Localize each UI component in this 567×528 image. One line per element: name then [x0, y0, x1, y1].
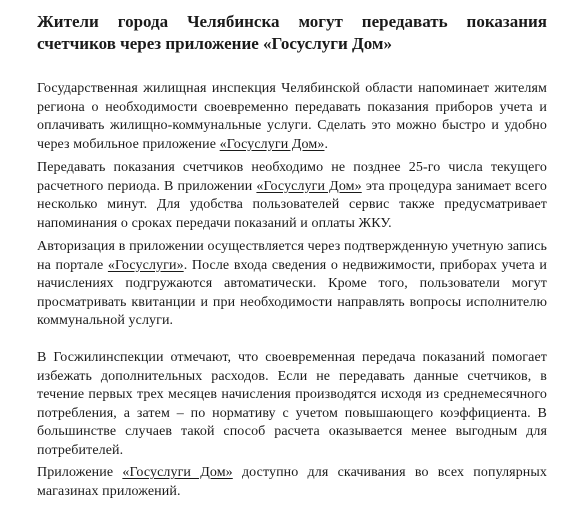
paragraph-text: В Госжилинспекции отмечают, что своевременная передача показаний помогает избежать дополнительных расходов. Если не передавать данные счетчиков, в течение первых трех месяцев начисления производятся исходя из среднемесячного потребления, а затем – по нормативу с учетом повышающего коэффициента. В большинстве случаев такой способ расчета оказывается менее выгодным для потребителей. — [37, 350, 547, 458]
gosuslugi-dom-link[interactable]: «Госуслуги Дом» — [122, 465, 233, 480]
paragraph-3 — [37, 238, 547, 331]
paragraph-text: . — [324, 136, 329, 152]
gosuslugi-dom-link[interactable]: «Госуслуги Дом» — [219, 136, 325, 152]
paragraph-4 — [37, 349, 547, 461]
gosuslugi-dom-link[interactable]: «Госуслуги Дом» — [256, 178, 362, 194]
paragraph-2 — [37, 159, 547, 233]
paragraph-1 — [37, 80, 547, 154]
paragraph-5 — [37, 464, 547, 501]
gosuslugi-portal-link[interactable]: «Госуслуги» — [107, 257, 184, 273]
paragraph-text: доступно для скачивания во всех популярных магазинах приложений. — [37, 465, 547, 499]
paragraph-text: Приложение — [37, 465, 123, 480]
paragraph-text: эта процедура занимает всего несколько минут. Для удобства пользователей сервис также предусматривает напоминания о сроках передачи показаний и оплаты ЖКУ. — [37, 178, 547, 231]
paragraph-text: Передавать показания счетчиков необходимо не позднее 25-го числа текущего расчетного периода. В приложении — [37, 160, 547, 194]
document-title: Жители города Челябинска могут передавать показания счетчиков через приложение «Госуслуги Дом» — [37, 12, 547, 53]
paragraph-text: . После входа сведения о недвижимости, приборах учета и начислениях подгружаются автоматически. Кроме того, пользователи могут просматривать квитанции и при необходимости направлять вопросы исполнителю коммунальной услуги. — [37, 257, 547, 329]
paragraph-text: Государственная жилищная инспекция Челябинской области напоминает жителям региона о необходимости своевременно передавать показания приборов учета и оплачивать жилищно-коммунальные услуги. Сделать это можно быстро и удобно через мобильное приложение — [37, 81, 547, 152]
paragraph-text: Авторизация в приложении осуществляется через подтвержденную учетную запись на портале — [37, 239, 547, 273]
